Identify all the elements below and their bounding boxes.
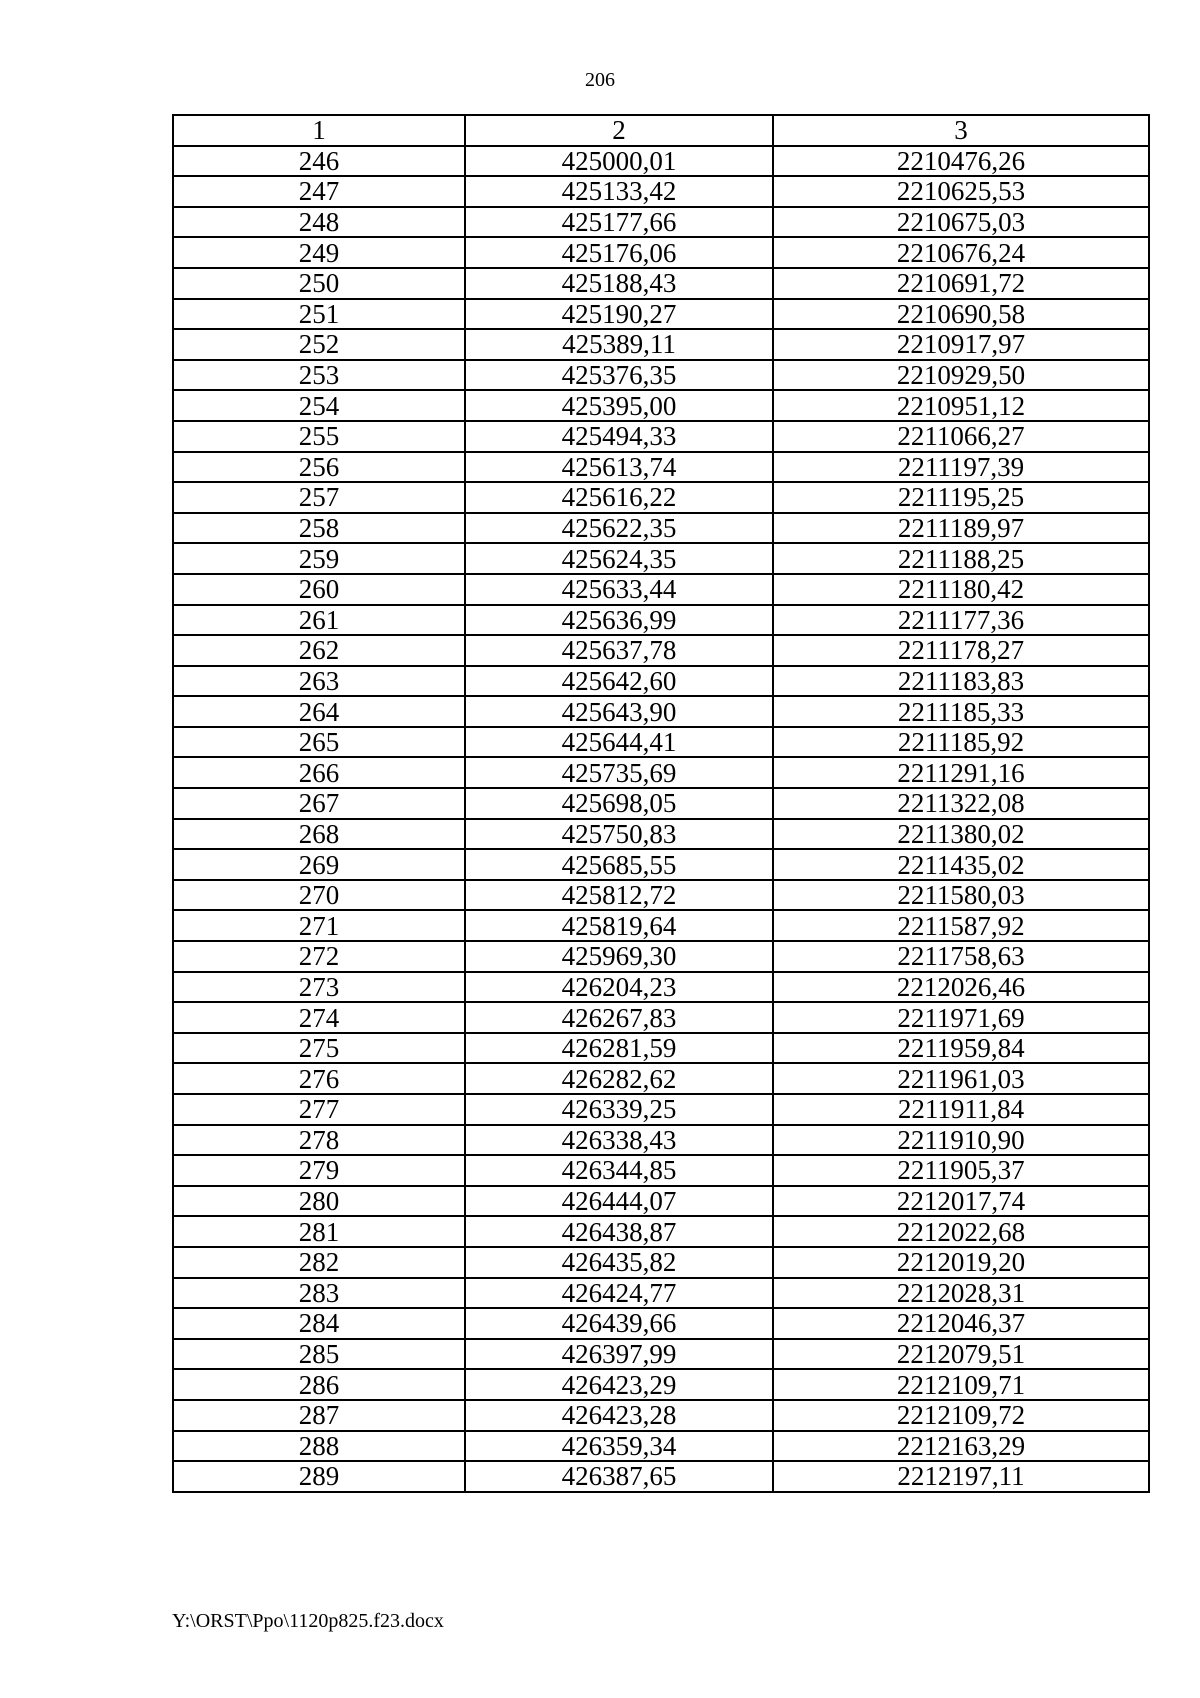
y-coordinate-cell: 2211435,02 (773, 849, 1149, 880)
y-coordinate-cell: 2210675,03 (773, 207, 1149, 238)
table-row (173, 543, 1149, 574)
point-number-cell: 265 (173, 727, 465, 758)
point-number-cell: 250 (173, 268, 465, 299)
x-coordinate-cell: 426444,07 (465, 1186, 773, 1217)
point-number-cell: 262 (173, 635, 465, 666)
point-number-cell: 264 (173, 696, 465, 727)
table-row (173, 1247, 1149, 1278)
y-coordinate-cell: 2211066,27 (773, 421, 1149, 452)
x-coordinate-cell: 425389,11 (465, 329, 773, 360)
table-row (173, 757, 1149, 788)
x-coordinate-cell: 425177,66 (465, 207, 773, 238)
point-number-cell: 284 (173, 1308, 465, 1339)
column-header-2: 2 (465, 115, 773, 146)
x-coordinate-cell: 426344,85 (465, 1155, 773, 1186)
point-number-cell: 271 (173, 910, 465, 941)
table-row (173, 207, 1149, 238)
x-coordinate-cell: 426397,99 (465, 1339, 773, 1370)
x-coordinate-cell: 425176,06 (465, 237, 773, 268)
x-coordinate-cell: 426439,66 (465, 1308, 773, 1339)
point-number-cell: 269 (173, 849, 465, 880)
x-coordinate-cell: 425616,22 (465, 482, 773, 513)
x-coordinate-cell: 425395,00 (465, 390, 773, 421)
x-coordinate-cell: 426387,65 (465, 1461, 773, 1492)
y-coordinate-cell: 2210691,72 (773, 268, 1149, 299)
point-number-cell: 282 (173, 1247, 465, 1278)
table-row (173, 696, 1149, 727)
y-coordinate-cell: 2211197,39 (773, 452, 1149, 483)
x-coordinate-cell: 425750,83 (465, 819, 773, 850)
y-coordinate-cell: 2211291,16 (773, 757, 1149, 788)
table-row (173, 1278, 1149, 1309)
y-coordinate-cell: 2211195,25 (773, 482, 1149, 513)
table-row (173, 1308, 1149, 1339)
x-coordinate-cell: 426338,43 (465, 1125, 773, 1156)
y-coordinate-cell: 2211961,03 (773, 1063, 1149, 1094)
y-coordinate-cell: 2212028,31 (773, 1278, 1149, 1309)
column-header-1: 1 (173, 115, 465, 146)
table-row (173, 1461, 1149, 1492)
y-coordinate-cell: 2211910,90 (773, 1125, 1149, 1156)
x-coordinate-cell: 425698,05 (465, 788, 773, 819)
x-coordinate-cell: 425188,43 (465, 268, 773, 299)
point-number-cell: 259 (173, 543, 465, 574)
table-row (173, 390, 1149, 421)
x-coordinate-cell: 425969,30 (465, 941, 773, 972)
y-coordinate-cell: 2212026,46 (773, 972, 1149, 1003)
x-coordinate-cell: 425000,01 (465, 146, 773, 177)
y-coordinate-cell: 2211905,37 (773, 1155, 1149, 1186)
table-row (173, 1431, 1149, 1462)
table-row (173, 727, 1149, 758)
y-coordinate-cell: 2212022,68 (773, 1216, 1149, 1247)
x-coordinate-cell: 425624,35 (465, 543, 773, 574)
point-number-cell: 248 (173, 207, 465, 238)
table-row (173, 482, 1149, 513)
point-number-cell: 246 (173, 146, 465, 177)
y-coordinate-cell: 2212109,72 (773, 1400, 1149, 1431)
x-coordinate-cell: 425494,33 (465, 421, 773, 452)
x-coordinate-cell: 426423,29 (465, 1369, 773, 1400)
table-row (173, 574, 1149, 605)
table-row (173, 1369, 1149, 1400)
y-coordinate-cell: 2210951,12 (773, 390, 1149, 421)
table-row (173, 237, 1149, 268)
point-number-cell: 281 (173, 1216, 465, 1247)
y-coordinate-cell: 2210917,97 (773, 329, 1149, 360)
point-number-cell: 272 (173, 941, 465, 972)
column-header-3: 3 (773, 115, 1149, 146)
point-number-cell: 257 (173, 482, 465, 513)
table-row (173, 146, 1149, 177)
y-coordinate-cell: 2211183,83 (773, 666, 1149, 697)
point-number-cell: 289 (173, 1461, 465, 1492)
x-coordinate-cell: 425622,35 (465, 513, 773, 544)
point-number-cell: 287 (173, 1400, 465, 1431)
y-coordinate-cell: 2211188,25 (773, 543, 1149, 574)
y-coordinate-cell: 2212019,20 (773, 1247, 1149, 1278)
page-number: 206 (585, 69, 615, 91)
x-coordinate-cell: 426267,83 (465, 1002, 773, 1033)
point-number-cell: 273 (173, 972, 465, 1003)
footer-file-path: Y:\ORST\Ppo\1120p825.f23.docx (172, 1610, 444, 1632)
x-coordinate-cell: 425643,90 (465, 696, 773, 727)
table-row (173, 1125, 1149, 1156)
table-row (173, 421, 1149, 452)
point-number-cell: 279 (173, 1155, 465, 1186)
point-number-cell: 286 (173, 1369, 465, 1400)
table-row (173, 819, 1149, 850)
x-coordinate-cell: 426435,82 (465, 1247, 773, 1278)
y-coordinate-cell: 2212079,51 (773, 1339, 1149, 1370)
table-row (173, 788, 1149, 819)
table-row (173, 1002, 1149, 1033)
point-number-cell: 255 (173, 421, 465, 452)
y-coordinate-cell: 2212109,71 (773, 1369, 1149, 1400)
x-coordinate-cell: 426339,25 (465, 1094, 773, 1125)
x-coordinate-cell: 425633,44 (465, 574, 773, 605)
y-coordinate-cell: 2210476,26 (773, 146, 1149, 177)
y-coordinate-cell: 2211180,42 (773, 574, 1149, 605)
y-coordinate-cell: 2211911,84 (773, 1094, 1149, 1125)
table-row (173, 1186, 1149, 1217)
table-row (173, 910, 1149, 941)
point-number-cell: 275 (173, 1033, 465, 1064)
y-coordinate-cell: 2212017,74 (773, 1186, 1149, 1217)
x-coordinate-cell: 425644,41 (465, 727, 773, 758)
x-coordinate-cell: 426359,34 (465, 1431, 773, 1462)
x-coordinate-cell: 425819,64 (465, 910, 773, 941)
point-number-cell: 254 (173, 390, 465, 421)
table-row (173, 941, 1149, 972)
y-coordinate-cell: 2211185,33 (773, 696, 1149, 727)
point-number-cell: 249 (173, 237, 465, 268)
table-row (173, 1155, 1149, 1186)
x-coordinate-cell: 425685,55 (465, 849, 773, 880)
point-number-cell: 252 (173, 329, 465, 360)
y-coordinate-cell: 2211185,92 (773, 727, 1149, 758)
table-row (173, 635, 1149, 666)
table-row (173, 513, 1149, 544)
table-row (173, 1216, 1149, 1247)
y-coordinate-cell: 2211178,27 (773, 635, 1149, 666)
point-number-cell: 266 (173, 757, 465, 788)
y-coordinate-cell: 2210690,58 (773, 299, 1149, 330)
y-coordinate-cell: 2211758,63 (773, 941, 1149, 972)
y-coordinate-cell: 2212046,37 (773, 1308, 1149, 1339)
table-row (173, 1033, 1149, 1064)
y-coordinate-cell: 2210625,53 (773, 176, 1149, 207)
y-coordinate-cell: 2212197,11 (773, 1461, 1149, 1492)
x-coordinate-cell: 425133,42 (465, 176, 773, 207)
table-row (173, 1339, 1149, 1370)
y-coordinate-cell: 2210676,24 (773, 237, 1149, 268)
y-coordinate-cell: 2211322,08 (773, 788, 1149, 819)
x-coordinate-cell: 425642,60 (465, 666, 773, 697)
x-coordinate-cell: 426424,77 (465, 1278, 773, 1309)
table-row (173, 299, 1149, 330)
x-coordinate-cell: 426438,87 (465, 1216, 773, 1247)
x-coordinate-cell: 425190,27 (465, 299, 773, 330)
point-number-cell: 256 (173, 452, 465, 483)
x-coordinate-cell: 425735,69 (465, 757, 773, 788)
table-row (173, 972, 1149, 1003)
x-coordinate-cell: 425812,72 (465, 880, 773, 911)
x-coordinate-cell: 426204,23 (465, 972, 773, 1003)
point-number-cell: 270 (173, 880, 465, 911)
point-number-cell: 283 (173, 1278, 465, 1309)
table-row (173, 1400, 1149, 1431)
point-number-cell: 260 (173, 574, 465, 605)
point-number-cell: 247 (173, 176, 465, 207)
table-row (173, 666, 1149, 697)
table-row (173, 1094, 1149, 1125)
y-coordinate-cell: 2212163,29 (773, 1431, 1149, 1462)
table-row (173, 268, 1149, 299)
point-number-cell: 251 (173, 299, 465, 330)
point-number-cell: 267 (173, 788, 465, 819)
y-coordinate-cell: 2211587,92 (773, 910, 1149, 941)
y-coordinate-cell: 2211580,03 (773, 880, 1149, 911)
x-coordinate-cell: 426281,59 (465, 1033, 773, 1064)
point-number-cell: 288 (173, 1431, 465, 1462)
y-coordinate-cell: 2211971,69 (773, 1002, 1149, 1033)
table-row (173, 1063, 1149, 1094)
table-header-row (173, 115, 1149, 146)
x-coordinate-cell: 425613,74 (465, 452, 773, 483)
point-number-cell: 268 (173, 819, 465, 850)
point-number-cell: 263 (173, 666, 465, 697)
point-number-cell: 253 (173, 360, 465, 391)
table-row (173, 360, 1149, 391)
point-number-cell: 280 (173, 1186, 465, 1217)
table-body (173, 115, 1149, 1492)
x-coordinate-cell: 426423,28 (465, 1400, 773, 1431)
point-number-cell: 285 (173, 1339, 465, 1370)
y-coordinate-cell: 2211959,84 (773, 1033, 1149, 1064)
table-row (173, 452, 1149, 483)
point-number-cell: 258 (173, 513, 465, 544)
coordinates-table (172, 114, 1150, 1493)
point-number-cell: 277 (173, 1094, 465, 1125)
y-coordinate-cell: 2210929,50 (773, 360, 1149, 391)
x-coordinate-cell: 426282,62 (465, 1063, 773, 1094)
table-row (173, 605, 1149, 636)
x-coordinate-cell: 425376,35 (465, 360, 773, 391)
y-coordinate-cell: 2211380,02 (773, 819, 1149, 850)
point-number-cell: 276 (173, 1063, 465, 1094)
point-number-cell: 274 (173, 1002, 465, 1033)
y-coordinate-cell: 2211189,97 (773, 513, 1149, 544)
table-row (173, 849, 1149, 880)
y-coordinate-cell: 2211177,36 (773, 605, 1149, 636)
x-coordinate-cell: 425637,78 (465, 635, 773, 666)
table-row (173, 329, 1149, 360)
table-row (173, 880, 1149, 911)
table-row (173, 176, 1149, 207)
point-number-cell: 278 (173, 1125, 465, 1156)
x-coordinate-cell: 425636,99 (465, 605, 773, 636)
point-number-cell: 261 (173, 605, 465, 636)
